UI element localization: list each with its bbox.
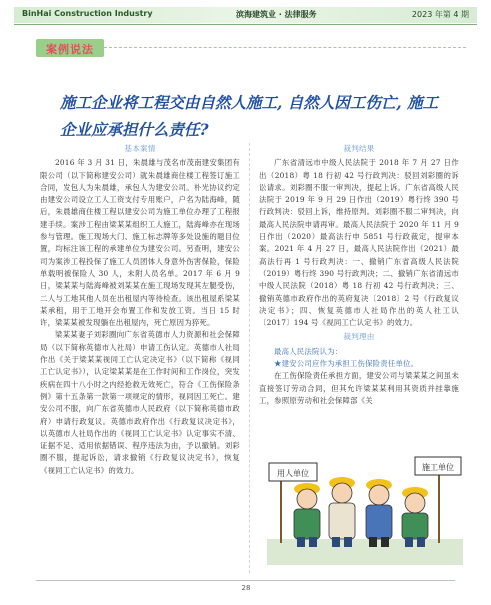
highlight-point: ★建安公司应作为承担工伤保险责任单位。 [274, 359, 419, 369]
section-tag [36, 39, 104, 57]
court-opinion-line: 最高人民法院认为： [274, 346, 343, 356]
sign-construction-unit-label: 施工单位 [422, 463, 454, 472]
footer-rule [36, 580, 455, 581]
right-column [259, 143, 459, 407]
cartoon-illustration [267, 413, 463, 565]
judgment-result-paragraph: 广东省清远市中级人民法院于 2018 年 7 月 27 日作出（2018）粤 18 行初 42 号行政判决：驳回刘彩圈的诉讼请求。刘彩圈不服一审判决，提起上诉。广东省高级人民法院于 2019 年 9 月 29 日作出（2019）粤行终 390 号行政判决：驳回上诉，维持原判。刘彩圈不服二审判决，向最高人民法院申请再审。最高人民法院于 2020 年 11 月 9 日作出（2020）最高法行申 5851 号行政裁定，提审本案。2021 年 4 月 27 日，最高人民法院作出（2021）最高法行再 1 号行政判决：一、撤销广东省高级人民法院（2019）粤行终 390 号行政判决；二、撤销广东省清远市中级人民法院（2018）粤 18 行初 42 号行政判决；三、撤销英德市政府作出的英府复决〔2018〕2 号《行政复议决定书》；四、恢复英德市人社局作出的英人社工认〔2017〕194 号《视同工亡认定书》的效力。 [259, 158, 459, 328]
article-title-line-2: 企业应承担什么责任? [60, 120, 209, 139]
issue-label: 2023 年第 4 期 [411, 10, 469, 19]
case-facts-heading: 基本案情 [124, 144, 156, 153]
worker-figure-1 [294, 483, 320, 547]
worker-figure-2 [329, 477, 355, 547]
header-divider [14, 24, 477, 25]
journal-english-name: BinHai Construction Industry [22, 9, 153, 18]
section-tag-dashed-rule [104, 47, 466, 48]
sign-employer-label: 用人单位 [277, 469, 309, 478]
worker-figure-3 [366, 479, 392, 547]
page-header [14, 7, 477, 23]
judgment-reason-heading: 裁判理由 [343, 332, 375, 342]
case-facts-paragraph-1: 2016 年 3 月 31 日，朱晨雄与茂名市茂南建安集团有限公司（以下简称建安公司）就朱晨雄商住楼工程签订施工合同，发包人为朱晨雄，承包人为建安公司。朴光协议约定由建安公司设立工人工资支付专用账户，户名为陆海峰，随后，朱晨雄商住楼工程以建安公司为施工单位办理了工程报建手续。案涉工程由梁某某组织工人施工，陆海峰亦在现场参与管理。施工现场大门、施工标志牌等多处设施的题目位置，均标注该工程的承建单位为建安公司。另查明，建安公司为案涉工程投保了施工人员团体人身意外伤害保险，保险单载明被保险人 30 人，未附人员名单。2017 年 6 月 9 日，梁某某与陆海峰被刘某某在施工现场发现其左腿受伤，二人与工地其他人员在出租屋内等待检查。该出租屋系梁某某承租，用于工地开会布置工作和发放工资。当日 15 时许，梁某某被发现躺在出租屋内，死亡原因为猝死。 [40, 158, 240, 328]
section-tag-label: 案例说法 [46, 43, 94, 56]
left-column [40, 143, 240, 477]
worker-figure-4 [402, 487, 428, 547]
judgment-reason-paragraph: 在工伤保险责任承担方面，建安公司与梁某某之间虽未直接签订劳动合同，但其允许梁某某利用其资质并挂靠施工，参照原劳动和社会保障部《关 [259, 371, 459, 405]
case-facts-paragraph-2: 梁某某妻子刘彩圈向广东省英德市人力资源和社会保障局（以下简称英德市人社局）申请工伤认定。英德市人社局作出《关于梁某某视同工亡认定决定书》（以下简称《视同工亡认定书》），认定梁某某是在工作时间和工作岗位，突发疾病在四十八小时之内经抢救无效死亡，符合《工伤保险条例》第十五条第一款第一项规定的情形，视同因工死亡。建安公司不服，向广东省英德市人民政府（以下简称英德市政府）申请行政复议。英德市政府作出《行政复议决定书》，以英德市人社局作出的《视同工亡认定书》认定事实不清、证据不足、适用依据错误、程序违法为由，予以撤销。刘彩圈不服，提起诉讼，请求撤销《行政复议决定书》，恢复《视同工亡认定书》的效力。 [40, 330, 240, 475]
page-number: 28 [241, 584, 251, 592]
column-separator [249, 143, 250, 573]
judgment-result-heading: 裁判结果 [343, 144, 375, 153]
article-title-line-1: 施工企业将工程交由自然人施工, 自然人因工伤亡, 施工 [60, 93, 439, 112]
journal-section-name: 滨海建筑业 · 法律服务 [236, 10, 317, 19]
